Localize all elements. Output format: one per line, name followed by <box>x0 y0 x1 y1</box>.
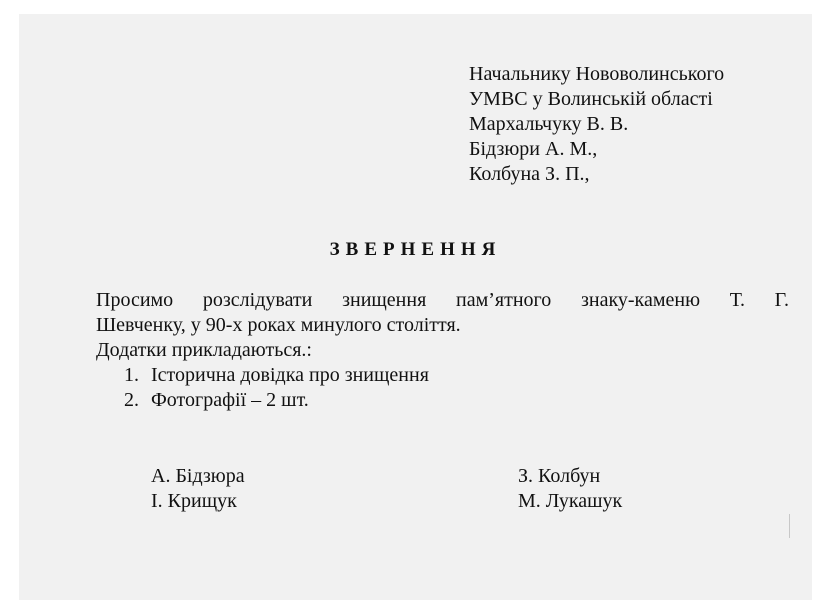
signature-name: І. Крищук <box>151 490 237 512</box>
attachment-number: 1. <box>124 364 139 386</box>
signatures-right <box>518 464 622 514</box>
text-cursor-mark <box>789 514 790 538</box>
addressee-line: Мархальчуку В. В. <box>469 113 629 135</box>
attachment-text: Фотографії – 2 шт. <box>151 389 309 411</box>
document-body <box>96 288 789 413</box>
addressee-line: Бідзюри А. М., <box>469 138 598 160</box>
addressee-line: УМВС у Волинській області <box>469 88 713 110</box>
signatures-left <box>151 464 245 514</box>
addressee-block <box>469 62 724 187</box>
signature-name: А. Бідзюра <box>151 465 245 487</box>
document-title: ЗВЕРНЕННЯ <box>329 239 502 260</box>
addressee-line: Колбуна З. П., <box>469 163 590 185</box>
addressee-line: Начальнику Нововолинського <box>469 63 725 85</box>
attachment-number: 2. <box>124 389 139 411</box>
attachment-item <box>96 363 789 388</box>
document-page <box>19 14 812 600</box>
attachments-label: Додатки прикладаються.: <box>96 339 312 361</box>
signature-name: М. Лукашук <box>518 490 623 512</box>
attachment-item <box>96 388 789 413</box>
attachments-list <box>96 363 789 413</box>
request-paragraph-line-1: Просимо розслідувати знищення пам’ятного знаку-каменю Т. Г. <box>96 289 789 311</box>
request-paragraph-line-2: Шевченку, у 90-х роках минулого століття. <box>96 314 461 336</box>
signature-name: З. Колбун <box>518 465 601 487</box>
attachment-text: Історична довідка про знищення <box>151 364 429 386</box>
